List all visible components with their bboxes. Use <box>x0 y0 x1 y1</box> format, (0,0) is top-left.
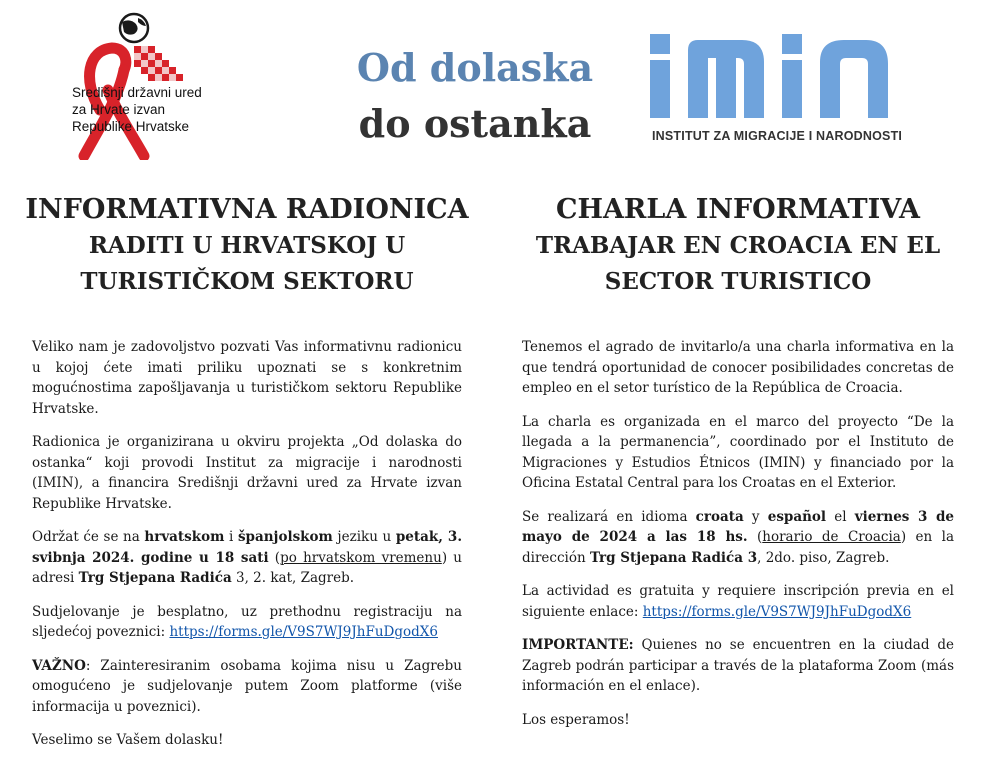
text: Održat će se na <box>32 529 145 545</box>
event-address: Trg Stjepana Radića 3 <box>589 549 758 566</box>
text: La actividad es gratuita y requiere inscripción previa en el siguiente enlace: <box>522 583 954 620</box>
paragraph: Tenemos el agrado de invitarlo/a una charla informativa en la que tendrá oportunidad de conocer posibilidades concretas de empleo en el setor turístico de la República de Croacia. <box>522 339 954 396</box>
paragraph: La charla es organizada en el marco del proyecto “De la llegada a la permanencia”, coordinado por el Instituto de Migraciones y Estudios Étnicos (IMIN) y financiado por la Oficina Estatal Central para los Croatas en el Exterior. <box>522 413 954 491</box>
underlined-text: po hrvatskom vremenu <box>280 549 442 566</box>
bold-text: croata <box>695 508 744 525</box>
workshop-subheading: TURISTIČKOM SEKTORU <box>80 268 414 295</box>
paragraph-details <box>32 527 462 589</box>
bold-text: hrvatskom <box>144 529 225 545</box>
paragraph-closing: Los esperamos! <box>522 711 630 728</box>
imin-logo <box>640 30 940 160</box>
imin-wordmark-text: IMIN <box>640 30 643 31</box>
event-date: viernes 3 de mayo de 2024 a las 18 hs. <box>522 508 954 545</box>
project-title-line1: Od dolaska <box>356 45 594 90</box>
text: Sudjelovanje je besplatno, uz prethodnu registraciju na sljedećoj poveznici: <box>32 603 462 640</box>
registration-link[interactable]: https://forms.gle/V9S7WJ9JhFuDgodX6 <box>169 624 438 640</box>
text: Quienes no se encuentren en la ciudad de Zagreb podrán participar a través de la plataforma Zoom (más información en el enlace). <box>522 637 954 694</box>
project-title <box>330 40 620 152</box>
registration-link[interactable]: https://forms.gle/V9S7WJ9JhFuDgodX6 <box>642 603 912 620</box>
text: el <box>826 508 855 525</box>
imin-institute-name: INSTITUT ZA MIGRACIJE I NARODNOSTI <box>652 129 903 143</box>
workshop-subheading: RADITI U HRVATSKOJ U <box>88 232 406 259</box>
croatian-column <box>12 192 482 748</box>
talk-subheading: TRABAJAR EN CROACIA EN EL <box>535 232 941 259</box>
spanish-body <box>522 337 954 743</box>
spanish-column <box>500 192 976 728</box>
event-date: petak, 3. svibnja 2024. godine u 18 sati <box>32 529 463 566</box>
paragraph: Radionica je organizirana u okviru projekta „Od dolaska do ostanka“ koji provodi Institut za migracije i narodnosti (IMIN), a financira Središnji državni ured za Hrvate izvan Republike Hrvatske. <box>32 434 462 512</box>
croatian-heading <box>12 192 482 300</box>
project-title-line2: do ostanka <box>358 101 592 146</box>
paragraph-closing: Veselimo se Vašem dolasku! <box>32 732 224 748</box>
office-name-line: za Hrvate izvan <box>72 102 166 117</box>
paragraph-registration <box>32 602 462 643</box>
paragraph-important <box>522 635 954 697</box>
underlined-text: horario de Croacia <box>762 529 901 545</box>
talk-heading: CHARLA INFORMATIVA <box>555 194 921 225</box>
paragraph-important <box>32 656 462 718</box>
important-label: VAŽNO <box>32 657 86 674</box>
text: y <box>743 508 768 525</box>
text: ) u adresi <box>32 549 462 586</box>
text: ( <box>747 529 763 545</box>
event-address: Trg Stjepana Radića <box>78 570 232 586</box>
text: i <box>224 529 238 545</box>
text: ) en la dirección <box>522 529 954 566</box>
paragraph-details <box>522 507 954 569</box>
spanish-heading <box>500 192 976 300</box>
text: Se realizará en idioma <box>522 508 696 525</box>
text: jeziku u <box>332 529 396 545</box>
office-name-line: Središnji državni ured <box>72 85 202 100</box>
paragraph: Veliko nam je zadovoljstvo pozvati Vas informativnu radionicu u kojoj ćete imati priliku upoznati se s konkretnim mogućnostima zapošljavanja u turističkom sektoru Republike Hrvatske. <box>32 339 462 417</box>
imin-wordmark-icon <box>640 30 940 130</box>
text: : Zainteresiranim osobama kojima nisu u Zagrebu omogućeno je sudjelovanje putem Zoom platforme (više informacija u poveznici). <box>32 657 462 715</box>
office-name-line: Republike Hrvatske <box>72 119 190 134</box>
text: ( <box>268 549 281 566</box>
croatian-body <box>32 337 462 764</box>
text: 3, 2. kat, Zagreb. <box>231 570 355 586</box>
text: , 2do. piso, Zagreb. <box>757 549 890 566</box>
talk-subheading: SECTOR TURISTICO <box>604 268 872 295</box>
important-label: IMPORTANTE: <box>522 637 634 653</box>
bold-text: španjolskom <box>237 529 333 545</box>
bold-text: español <box>767 508 827 525</box>
workshop-heading: INFORMATIVNA RADIONICA <box>25 194 469 225</box>
paragraph-registration <box>522 581 954 622</box>
office-name <box>72 84 242 135</box>
